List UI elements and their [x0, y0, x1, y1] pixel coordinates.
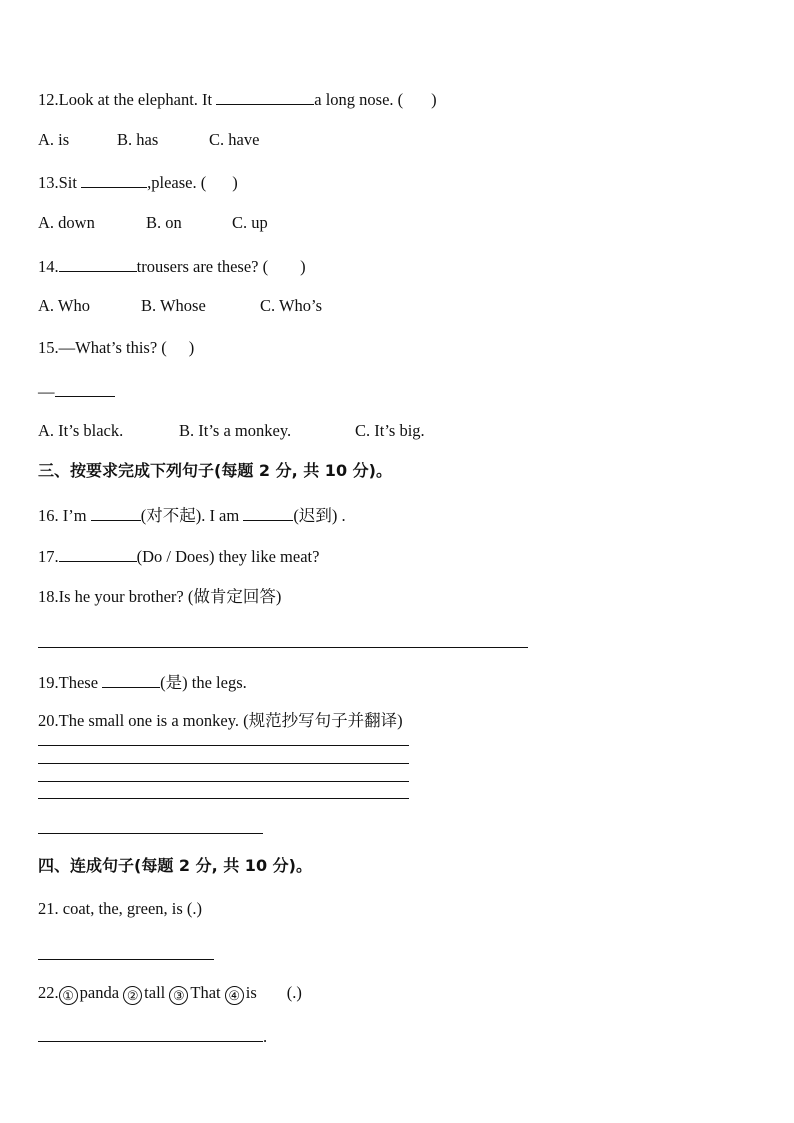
options-12 [38, 130, 259, 150]
answer-blank[interactable] [38, 1025, 263, 1042]
question-text: (迟到) . [293, 506, 346, 525]
question-21 [38, 899, 202, 919]
option-c[interactable]: C. It’s big. [355, 421, 425, 440]
answer-blank[interactable] [102, 671, 160, 688]
question-text: (对不起). I am [140, 506, 244, 525]
word-1: panda [79, 983, 120, 1002]
answer-blank[interactable] [59, 255, 137, 272]
answer-blank[interactable] [243, 504, 293, 521]
question-text: I’m [62, 506, 91, 525]
question-18 [38, 587, 281, 607]
option-b[interactable]: B. has [117, 130, 159, 149]
question-15 [38, 338, 194, 358]
question-text: Is he your brother? (做肯定回答) [58, 587, 282, 606]
question-number: 21. [38, 899, 63, 918]
option-a[interactable]: A. Who [38, 296, 90, 315]
question-number: 14. [38, 257, 59, 276]
option-a[interactable]: A. It’s black. [38, 421, 124, 440]
option-a[interactable]: A. is [38, 130, 70, 149]
question-14 [38, 255, 306, 277]
answer-blank[interactable] [59, 545, 137, 562]
question-number: 17. [38, 547, 59, 566]
question-text: ) [300, 257, 306, 276]
question-19 [38, 671, 247, 693]
question-text: a long nose. ( [314, 90, 404, 109]
question-text: trousers are these? ( [136, 257, 269, 276]
question-17 [38, 545, 319, 567]
question-text: ) [431, 90, 437, 109]
question-number: 13. [38, 173, 59, 192]
handwriting-line[interactable] [38, 781, 409, 782]
answer-blank[interactable] [216, 88, 314, 105]
question-22 [38, 983, 302, 1005]
option-c[interactable]: C. have [209, 130, 260, 149]
question-number: 19. [38, 673, 59, 692]
option-b[interactable]: B. It’s a monkey. [179, 421, 292, 440]
question-20 [38, 711, 403, 731]
options-13 [38, 213, 268, 233]
handwriting-line[interactable] [38, 763, 409, 764]
period: . [263, 1027, 268, 1046]
option-a[interactable]: A. down [38, 213, 95, 232]
answer-blank[interactable] [81, 171, 147, 188]
options-14 [38, 296, 322, 316]
answer-line[interactable] [38, 647, 528, 648]
question-number: 15. [38, 338, 59, 357]
dash: — [38, 382, 55, 401]
section-4-heading: 四、连成句子(每题 2 分, 共 10 分)。 [38, 856, 312, 875]
question-text: coat, the, green, is (.) [62, 899, 203, 918]
answer-line[interactable] [38, 959, 214, 960]
word-3: That [190, 983, 221, 1002]
sentence-end-mark: (.) [286, 983, 302, 1002]
word-4: is [245, 983, 257, 1002]
options-15 [38, 421, 425, 441]
question-16 [38, 504, 346, 526]
question-number: 20. [38, 711, 59, 730]
question-number: 18. [38, 587, 59, 606]
question-12 [38, 88, 437, 110]
circled-number-2: ② [123, 986, 142, 1005]
question-text: (Do / Does) they like meat? [136, 547, 320, 566]
question-number: 12. [38, 90, 59, 109]
handwriting-line[interactable] [38, 798, 409, 799]
question-text: ) [188, 338, 195, 357]
question-text: —What’s this? ( [58, 338, 167, 357]
answer-blank[interactable] [55, 380, 115, 397]
question-text: The small one is a monkey. (规范抄写句子并翻译) [58, 711, 403, 730]
question-text: These [58, 673, 103, 692]
answer-line-22 [38, 1025, 267, 1047]
option-b[interactable]: B. Whose [141, 296, 206, 315]
option-c[interactable]: C. up [232, 213, 268, 232]
translation-line[interactable] [38, 833, 263, 834]
section-3-heading: 三、按要求完成下列句子(每题 2 分, 共 10 分)。 [38, 461, 392, 480]
question-13 [38, 171, 238, 193]
question-text: Look at the elephant. It [58, 90, 217, 109]
circled-number-3: ③ [169, 986, 188, 1005]
question-number: 16. [38, 506, 63, 525]
question-text: ,please. ( [147, 173, 207, 192]
option-c[interactable]: C. Who’s [260, 296, 323, 315]
circled-number-4: ④ [225, 986, 244, 1005]
answer-blank[interactable] [91, 504, 141, 521]
option-b[interactable]: B. on [146, 213, 182, 232]
question-text: Sit [58, 173, 82, 192]
question-text: (是) the legs. [160, 673, 247, 692]
question-number: 22. [38, 983, 59, 1002]
circled-number-1: ① [59, 986, 78, 1005]
handwriting-line[interactable] [38, 745, 409, 746]
question-text: ) [232, 173, 238, 192]
word-2: tall [144, 983, 166, 1002]
dialogue-answer-line [38, 380, 115, 402]
